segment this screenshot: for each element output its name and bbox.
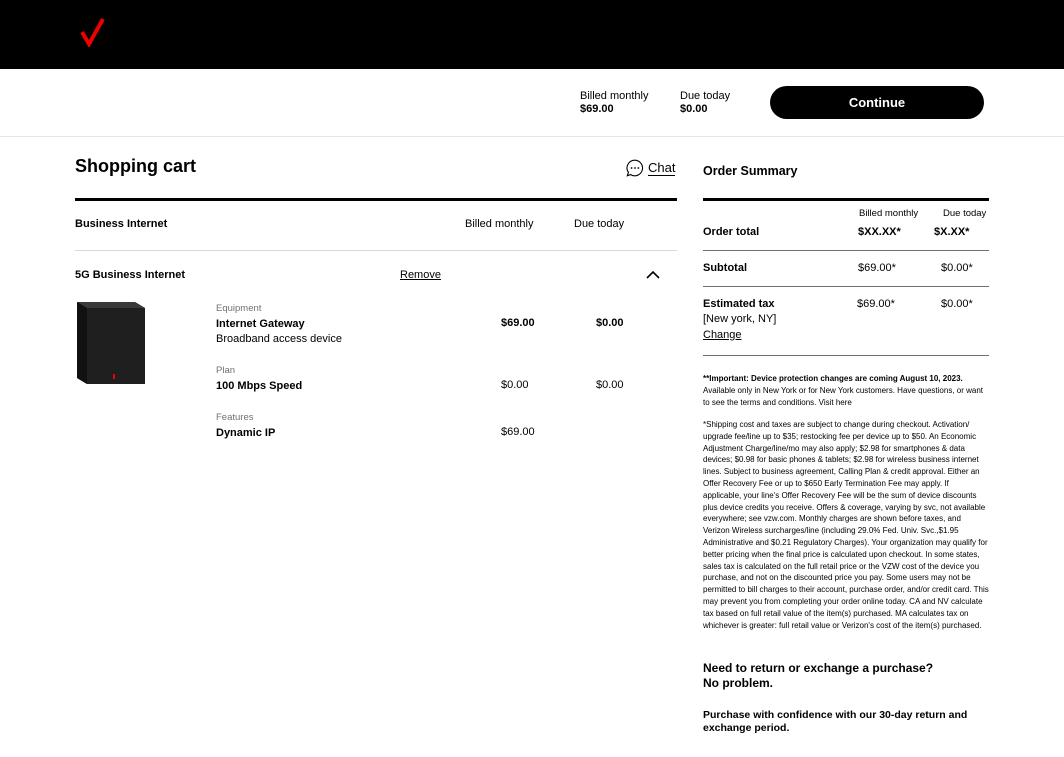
continue-button[interactable]: Continue — [770, 86, 984, 119]
subtotal-today: $0.00* — [941, 262, 973, 274]
legal-disclaimer: *Shipping cost and taxes are subject to change during checkout. Activation/ upgrade fee/line up to $35; restocking fee per device up to $50. An Economic Adjustment Charge/line/mo may also apply; $2.98 for smartphones & data devices; $0.98 for basic phones & tablets; $2.98 for wireless business internet lines. Subject to business agreement, Calling Plan & credit approval. Either an Offer Recovery Fee or up to $650 Early Termination Fee may apply. If applicable, your line's Offer Recovery Fee will be the sum of device discounts plus device credits you receive. Offers & coverage, varying by svc, not available everywhere; see vzw.com. Monthly charges are shown before taxes, and Verizon Wireless surcharges/line (including 29.0% Fed. Univ. Svc.,$1.95 Administrative and $0.21 Regulatory Charges). Your organization may qualify for better pricing when the final price is calculated upon checkout. In some states, sales tax is calculated on the full retail price or the VZW cost of the device you purchase, and not on the discounted price you pay. Some users may not be permitted to bill charges to their account, purchase order, and/or credit card. This may prevent you from completing your order online today. CA and NV calculate tax based on full retail value of the item(s) purchased. MA calculates tax on whichever is greater: full retail value or Verizon's cost of the item(s) purchased. — [703, 420, 989, 630]
subtotal-monthly: $69.00* — [858, 262, 896, 274]
cart-divider — [75, 250, 677, 251]
billed-monthly-value: $69.00 — [580, 103, 614, 115]
features-name: Dynamic IP — [216, 427, 276, 439]
billed-monthly-label: Billed monthly — [580, 90, 649, 102]
plan-monthly-price: $0.00 — [501, 379, 529, 391]
order-summary-title: Order Summary — [703, 164, 798, 178]
chevron-up-icon[interactable] — [645, 268, 661, 280]
important-notice-text: Available only in New York or for New York customers. Have questions, or want to see the terms and conditions. Visit here — [703, 385, 983, 407]
cart-divider-thick — [75, 198, 677, 201]
change-location-link[interactable]: Change — [703, 329, 742, 341]
return-heading — [703, 661, 933, 691]
features-category: Features — [216, 412, 254, 423]
features-monthly-price: $69.00 — [501, 426, 535, 438]
column-billed-monthly: Billed monthly — [465, 218, 534, 230]
return-heading-line1: Need to return or exchange a purchase? — [703, 661, 934, 675]
order-summary-divider — [703, 355, 989, 356]
important-notice — [703, 373, 989, 408]
tax-location: [New york, NY] — [703, 313, 777, 325]
due-today-label: Due today — [680, 90, 731, 102]
plan-category: Plan — [216, 365, 236, 376]
order-total-today: $X.XX* — [934, 226, 970, 238]
remove-link[interactable]: Remove — [400, 269, 441, 281]
top-header — [0, 0, 1064, 69]
price-summary-bar — [0, 69, 1064, 137]
order-total-label: Order total — [703, 226, 760, 238]
billed-monthly-summary — [580, 90, 648, 116]
chat-link[interactable] — [626, 159, 675, 177]
column-due-today: Due today — [574, 218, 625, 230]
chat-bubble-icon — [626, 159, 644, 177]
order-summary-divider — [703, 286, 989, 287]
verizon-checkmark-icon[interactable] — [80, 17, 106, 47]
chat-label[interactable]: Chat — [648, 160, 676, 175]
due-today-summary — [680, 90, 730, 116]
internet-gateway-image — [75, 300, 147, 386]
important-notice-bold: **Important: Device protection changes are coming August 10, 2023. — [703, 374, 963, 383]
equipment-description: Broadband access device — [216, 333, 342, 345]
return-heading-line2: No problem. — [703, 676, 774, 690]
order-total-monthly: $XX.XX* — [858, 226, 901, 238]
due-today-value: $0.00 — [680, 103, 708, 115]
order-summary-divider-thick — [703, 198, 989, 201]
subtotal-label: Subtotal — [703, 262, 747, 274]
return-body: Purchase with confidence with our 30-day return and exchange period. — [703, 709, 968, 734]
line-item-name: 5G Business Internet — [75, 269, 186, 281]
equipment-monthly-price: $69.00 — [501, 317, 535, 329]
section-header: Business Internet — [75, 218, 168, 230]
equipment-category: Equipment — [216, 303, 262, 314]
equipment-today-price: $0.00 — [596, 317, 624, 329]
os-column-due-today: Due today — [943, 208, 987, 219]
equipment-name: Internet Gateway — [216, 318, 305, 330]
tax-today: $0.00* — [941, 298, 973, 310]
os-column-billed-monthly: Billed monthly — [859, 208, 919, 219]
plan-name: 100 Mbps Speed — [216, 380, 303, 392]
plan-today-price: $0.00 — [596, 379, 624, 391]
page-title: Shopping cart — [75, 156, 196, 176]
tax-monthly: $69.00* — [857, 298, 895, 310]
order-summary-divider — [703, 250, 989, 251]
estimated-tax-label: Estimated tax — [703, 298, 775, 310]
